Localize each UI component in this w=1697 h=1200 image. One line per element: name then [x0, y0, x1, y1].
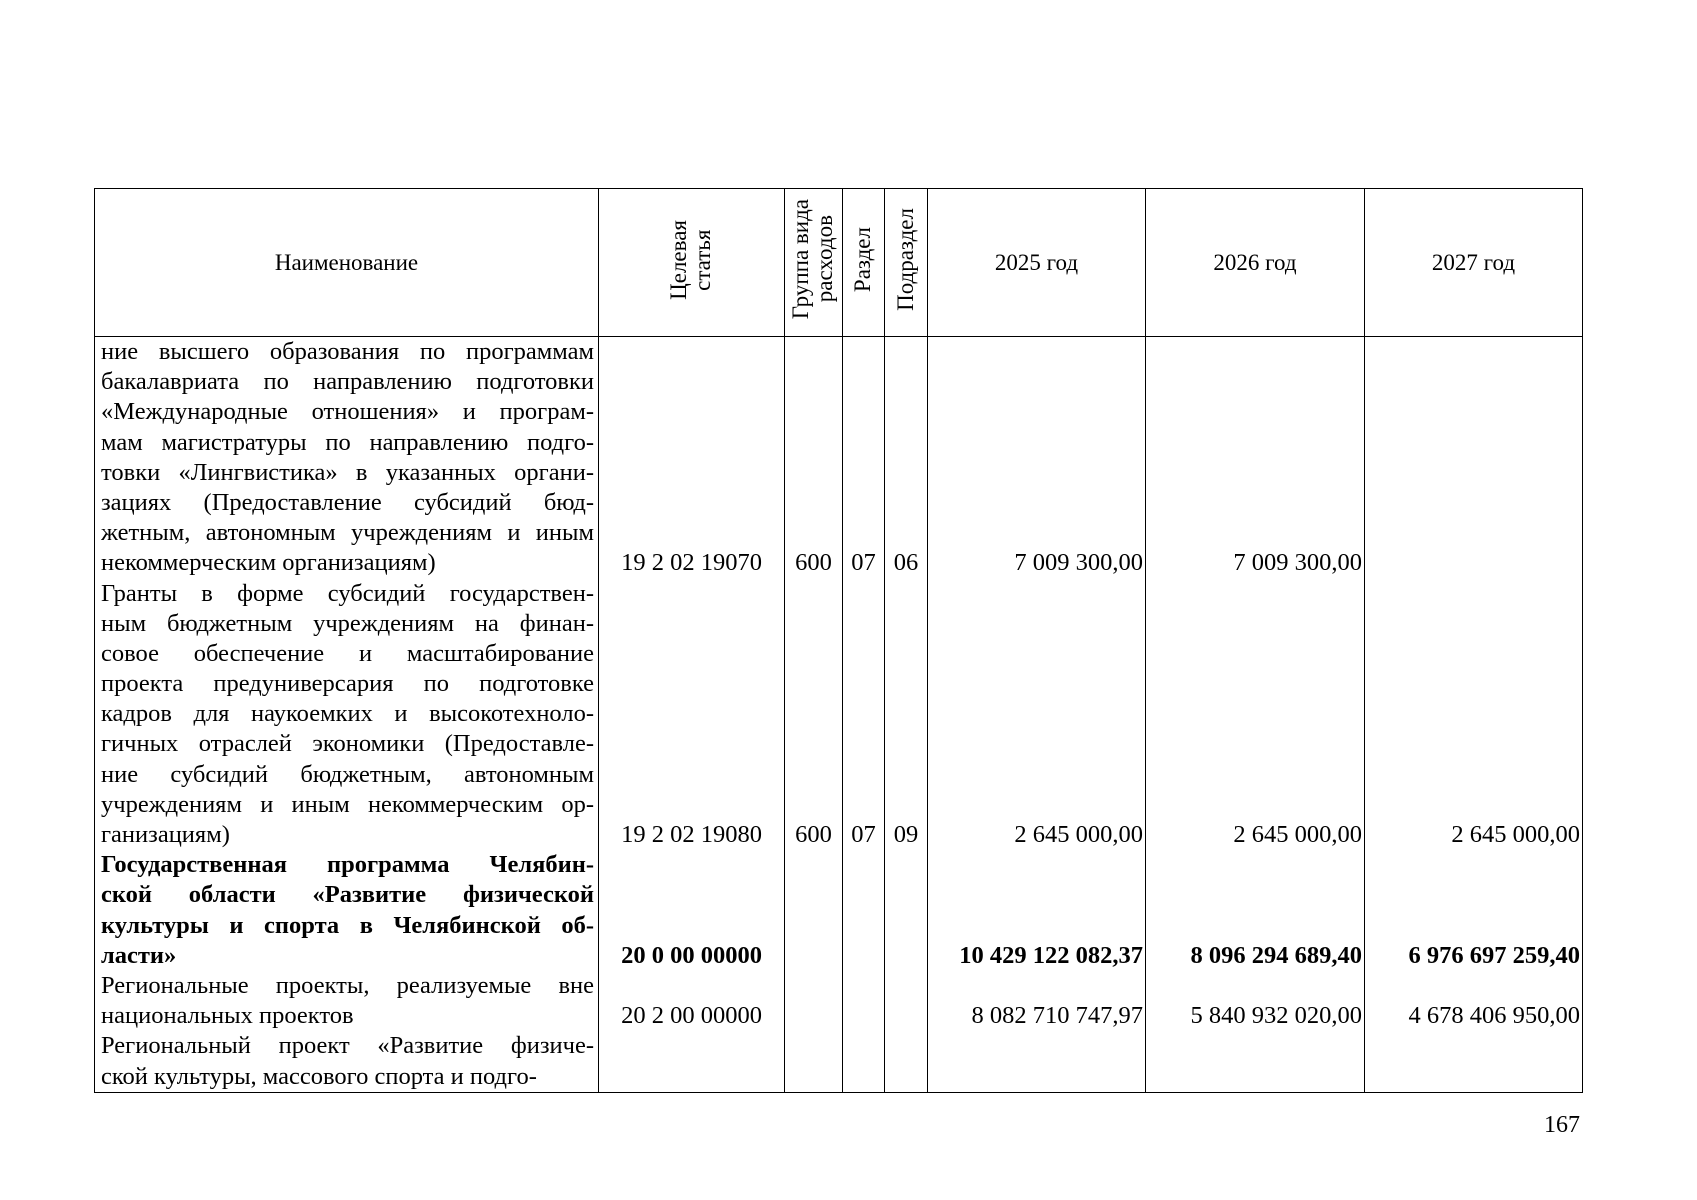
row-1-amount-2026-cell: 7 009 300,00	[1233, 549, 1362, 577]
row-2-name-line: гичных отраслей экономики (Предоставле-	[101, 730, 594, 758]
row-2-amount-2027-cell: 2 645 000,00	[1451, 821, 1580, 848]
section-column	[843, 337, 885, 1093]
row-1-name-line: товки «Лингвистика» в указанных органи-	[101, 458, 594, 486]
row-1-name-line: «Международные отношения» и програм-	[101, 398, 594, 426]
row-1-target-article-cell: 19 2 02 19070	[621, 549, 762, 577]
row-2-name-line: проекта предуниверсария по подготовке	[101, 670, 594, 698]
name-column	[95, 337, 599, 1093]
header-section: Раздел	[843, 189, 885, 337]
row-3-amount-2026-cell: 8 096 294 689,40	[1190, 941, 1362, 969]
header-row	[95, 189, 1583, 337]
row-3-amount-2027-cell: 6 976 697 259,40	[1408, 941, 1580, 969]
subsection-column	[885, 337, 928, 1093]
row-5-name-line: Региональный проект «Развитие физиче-	[101, 1032, 594, 1060]
amount-2027-column	[1365, 337, 1583, 1093]
row-4-amount-2026-cell: 5 840 932 020,00	[1190, 1002, 1362, 1030]
page-number: 167	[1544, 1112, 1580, 1138]
row-2-name-line: кадров для наукоемких и высокотехноло-	[101, 700, 594, 728]
row-2-name-line: ние субсидий бюджетным, автономным	[101, 760, 594, 788]
row-4-amount-2027-cell: 4 678 406 950,00	[1408, 1002, 1580, 1030]
header-subsection: Подраздел	[885, 189, 928, 337]
row-1-name-line: жетным, автономным учреждениям и иным	[101, 519, 594, 547]
row-2-name-line: ным бюджетным учреждениям на финан-	[101, 609, 594, 637]
row-3-amount-2025-cell: 10 429 122 082,37	[959, 941, 1143, 969]
row-1-expense-group-cell: 600	[795, 549, 832, 577]
row-3-name-line: культуры и спорта в Челябинской об-	[101, 911, 594, 939]
table-body	[95, 337, 1583, 1093]
header-2027: 2027 год	[1365, 189, 1583, 337]
budget-table	[94, 188, 1583, 1093]
row-2-amount-2026-cell: 2 645 000,00	[1233, 821, 1362, 848]
row-1-name-line: мам магистратуры по направлению подго-	[101, 428, 594, 456]
row-4-target-article-cell: 20 2 00 00000	[621, 1002, 762, 1030]
header-2025: 2025 год	[928, 189, 1146, 337]
row-4-name-line: Региональные проекты, реализуемые вне	[101, 971, 594, 999]
expense-group-column	[785, 337, 843, 1093]
target-article-column	[599, 337, 785, 1093]
row-2-expense-group-cell: 600	[795, 821, 832, 848]
row-1-subsection-cell: 06	[893, 549, 919, 577]
row-1-name-line: ние высшего образования по программам	[101, 338, 594, 365]
header-target-article: Целевая статья	[599, 189, 785, 337]
row-4-amount-2025-cell: 8 082 710 747,97	[971, 1002, 1143, 1030]
row-5-name-line: ской культуры, массового спорта и подго-	[101, 1062, 537, 1090]
row-3-name-line: ласти»	[101, 941, 177, 969]
row-4-name-line: национальных проектов	[101, 1002, 354, 1030]
row-2-name-line: ганизациям)	[101, 821, 230, 848]
row-3-name-line: ской области «Развитие физической	[101, 881, 594, 909]
amount-2026-column	[1146, 337, 1365, 1093]
row-2-section-cell: 07	[851, 821, 876, 848]
row-2-amount-2025-cell: 2 645 000,00	[1014, 821, 1143, 848]
header-name: Наименование	[95, 189, 599, 337]
row-2-subsection-cell: 09	[893, 821, 919, 848]
row-3-name-line: Государственная программа Челябин-	[101, 851, 594, 879]
row-1-section-cell: 07	[851, 549, 876, 577]
row-1-amount-2025-cell: 7 009 300,00	[1014, 549, 1143, 577]
row-2-name-line: совое обеспечение и масштабирование	[101, 639, 594, 667]
header-2026: 2026 год	[1146, 189, 1365, 337]
row-2-name-line: учреждениям и иным некоммерческим ор-	[101, 790, 594, 818]
row-1-name-line: бакалавриата по направлению подготовки	[101, 368, 594, 396]
header-expense-group: Группа вида расходов	[785, 189, 843, 337]
row-1-name-line: зациях (Предоставление субсидий бюд-	[101, 488, 594, 516]
row-2-target-article-cell: 19 2 02 19080	[621, 821, 762, 848]
row-1-name-line: некоммерческим организациям)	[101, 549, 436, 577]
row-3-target-article-cell: 20 0 00 00000	[621, 941, 762, 969]
row-2-name-line: Гранты в форме субсидий государствен-	[101, 579, 594, 607]
amount-2025-column	[928, 337, 1146, 1093]
